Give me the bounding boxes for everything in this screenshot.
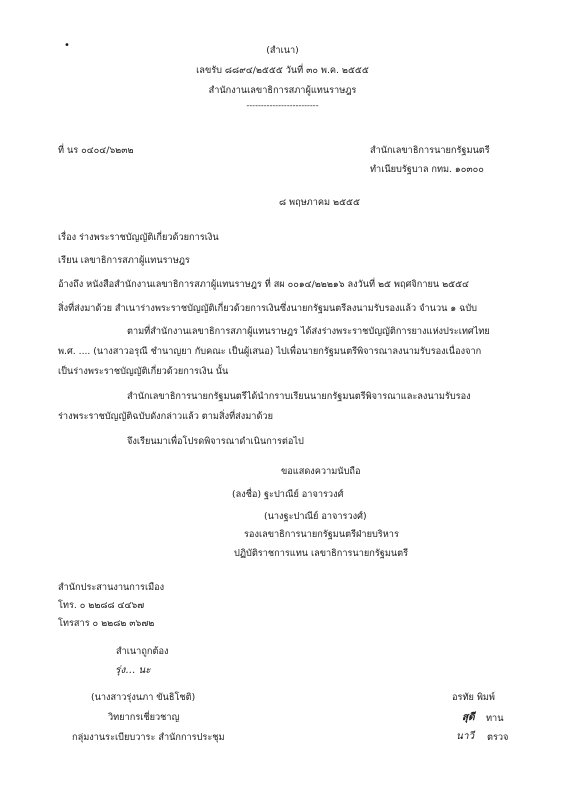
signatory-name: (นางฐะปาณีย์ อาจารวงศ์) bbox=[264, 511, 367, 522]
signatory-acting: ปฏิบัติราชการแทน เลขาธิการนายกรัฐมนตรี bbox=[234, 548, 409, 559]
addressee-line: เรียน เลขาธิการสภาผู้แทนราษฎร bbox=[58, 255, 190, 266]
typist-line: อรทัย พิมพ์ bbox=[452, 692, 495, 703]
contact-department: สำนักประสานงานการเมือง bbox=[58, 582, 165, 593]
reference-line: อ้างถึง หนังสือสำนักงานเลขาธิการสภาผู้แทนราษฎร ที่ สผ ๐๐๑๔/๒๒๒๑๖ ลงวันที่ ๒๕ พฤศจิกายน ๒๕๕๔ bbox=[58, 279, 469, 290]
subject-line: เรื่อง ร่างพระราชบัญญัติเกี่ยวด้วยการเงิน bbox=[58, 232, 219, 243]
body-paragraph-1-line-3: เป็นร่างพระราชบัญญัติเกี่ยวด้วยการเงิน นั้น bbox=[58, 366, 229, 377]
certifier-position: วิทยากรเชี่ยวชาญ bbox=[108, 712, 180, 723]
closing-signed: (ลงชื่อ) ฐะปาณีย์ อาจารวงศ์ bbox=[232, 489, 344, 500]
contact-fax: โทรสาร ๐ ๒๒๘๒ ๓๖๗๒ bbox=[58, 618, 155, 629]
body-paragraph-2-line-1: สำนักเลขาธิการนายกรัฐมนตรีได้นำกราบเรียนนายกรัฐมนตรีพิจารณาและลงนามรับรอง bbox=[127, 391, 471, 402]
body-paragraph-1-line-2: พ.ศ. .... (นางสาวอรุณี ชำนาญยา กับคณะ เป็นผู้เสนอ) ไปเพื่อนายกรัฐมนตรีพิจารณาลงนามรับรองเนื่องจาก bbox=[58, 346, 482, 357]
certified-copy-label: สำเนาถูกต้อง bbox=[116, 646, 169, 657]
signatory-position: รองเลขาธิการนายกรัฐมนตรีฝ่ายบริหาร bbox=[244, 529, 399, 540]
document-number: ที่ นร ๐๔๐๔/๖๒๓๒ bbox=[58, 145, 134, 156]
body-paragraph-3: จึงเรียนมาเพื่อโปรดพิจารณาดำเนินการต่อไป bbox=[127, 436, 304, 447]
corner-mark: • bbox=[64, 40, 70, 51]
certifier-signature: รุ่ง… นะ bbox=[115, 665, 151, 676]
body-paragraph-1-line-1: ตามที่สำนักงานเลขาธิการสภาผู้แทนราษฎร ได้ส่งร่างพระราชบัญญัติการยางแห่งประเทศไทย bbox=[127, 326, 490, 337]
sender-address: ทำเนียบรัฐบาล กทม. ๑๐๓๐๐ bbox=[370, 164, 484, 175]
enclosure-line: สิ่งที่ส่งมาด้วย สำเนาร่างพระราชบัญญัติเกี่ยวด้วยการเงินซึ่งนายกรัฐมนตรีลงนามรับรองแล้ว จำนวน ๑ ฉบับ bbox=[58, 303, 477, 314]
copy-label: (สำเนา) bbox=[266, 45, 299, 56]
sender-office: สำนักเลขาธิการนายกรัฐมนตรี bbox=[370, 145, 490, 156]
closing-regards: ขอแสดงความนับถือ bbox=[281, 466, 361, 477]
body-paragraph-2-line-2: ร่างพระราชบัญญัติฉบับดังกล่าวแล้ว ตามสิ่งที่ส่งมาด้วย bbox=[58, 411, 273, 422]
certifier-name: (นางสาวรุ่งนภา ขันธิโชติ) bbox=[91, 692, 196, 703]
contact-telephone: โทร. ๐ ๒๒๘๘ ๔๔๖๗ bbox=[58, 600, 145, 611]
reviewer-role-2: ตรวจ bbox=[487, 732, 509, 743]
certifier-group: กลุ่มงานระเบียบวาระ สำนักการประชุม bbox=[72, 732, 225, 743]
reviewer-initial-2: นาวี bbox=[456, 731, 475, 742]
receiving-office: สำนักงานเลขาธิการสภาผู้แทนราษฎร bbox=[208, 85, 357, 96]
document-date: ๘ พฤษภาคม ๒๕๕๕ bbox=[279, 197, 360, 208]
header-divider: ------------------------- bbox=[246, 101, 319, 110]
received-number: เลขรับ ๘๘๙๔/๒๕๕๕ วันที่ ๓๐ พ.ค. ๒๕๕๕ bbox=[196, 65, 369, 76]
reviewer-initial-1: สุดี bbox=[462, 712, 475, 723]
reviewer-role-1: ทาน bbox=[486, 713, 504, 724]
